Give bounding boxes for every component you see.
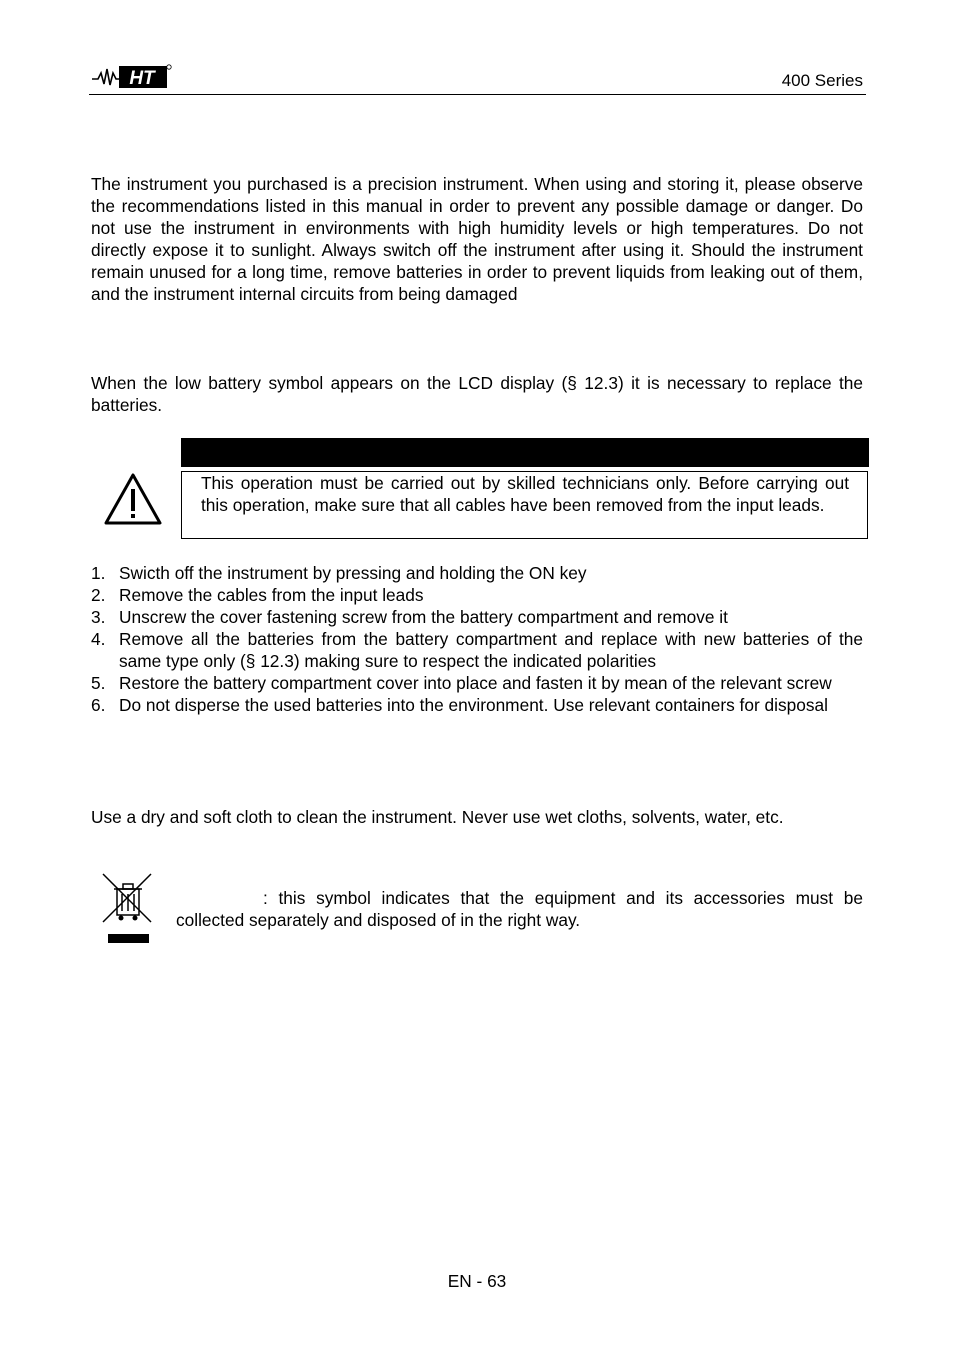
step-text: Do not disperse the used batteries into the environment. Use relevant containers for disposal [119, 695, 828, 715]
care-paragraph: The instrument you purchased is a precision instrument. When using and storing it, please observe the recommendations listed in this manual in order to prevent any possible damage or danger. Do not use the instrument in environments with high humidity levels or high temperatures. Do not directly expose it to sunlight. Always switch off the instrument after using it. Should the instrument remain unused for a long time, remove batteries in order to prevent liquids from leaking out of them, and the instrument internal circuits from being damaged [91, 174, 863, 304]
procedure-list [91, 562, 863, 716]
warning-bar [181, 438, 869, 467]
step-text: Restore the battery compartment cover into place and fasten it by mean of the relevant screw [119, 673, 832, 693]
crossed-out-bin-icon [101, 871, 155, 945]
list-item [91, 694, 863, 716]
warning-triangle-icon [103, 472, 163, 526]
step-number: 2. [91, 585, 106, 605]
warning-text: This operation must be carried out by skilled technicians only. Before carrying out this operation, make sure that all cables have been removed from the input leads. [201, 473, 849, 515]
step-text: Unscrew the cover fastening screw from the battery compartment and remove it [119, 607, 728, 627]
step-number: 3. [91, 607, 106, 627]
ht-logo [92, 60, 172, 90]
step-number: 6. [91, 695, 106, 715]
list-item [91, 584, 863, 606]
header-divider [89, 94, 866, 95]
list-item [91, 562, 863, 584]
step-text: Remove the cables from the input leads [119, 585, 424, 605]
list-item [91, 628, 863, 672]
weee-paragraph: : this symbol indicates that the equipment and its accessories must be collected separately and disposed of in the right way. [176, 888, 863, 930]
page-number: EN - 63 [447, 1271, 507, 1291]
step-text: Swicth off the instrument by pressing and holding the ON key [119, 563, 587, 583]
list-item [91, 672, 863, 694]
cleaning-paragraph: Use a dry and soft cloth to clean the instrument. Never use wet cloths, solvents, water, etc. [91, 807, 784, 827]
step-number: 5. [91, 673, 106, 693]
step-text: Remove all the batteries from the battery compartment and replace with new batteries of the same type only (§ 12.3) making sure to respect the indicated polarities [119, 629, 863, 671]
step-number: 1. [91, 563, 106, 583]
list-item [91, 606, 863, 628]
step-number: 4. [91, 629, 106, 649]
series-label: 400 Series [781, 71, 863, 90]
battery-paragraph: When the low battery symbol appears on the LCD display (§ 12.3) it is necessary to replace the batteries. [91, 373, 863, 415]
logo-text: HT [129, 68, 155, 89]
